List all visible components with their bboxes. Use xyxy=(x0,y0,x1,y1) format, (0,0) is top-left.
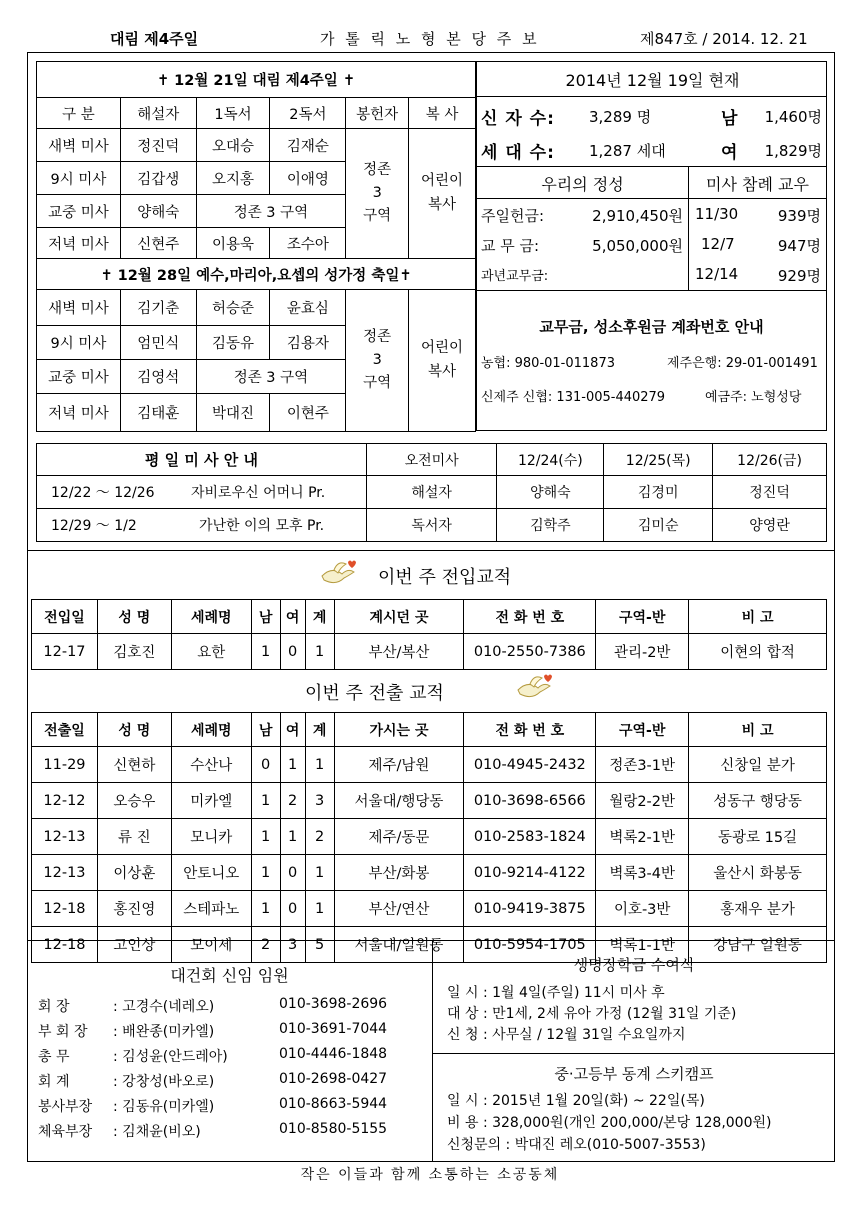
dove-icon xyxy=(514,672,554,702)
table-row: 교중 미사 양해숙 정존 3 구역 xyxy=(37,195,476,228)
dues-label: 교 무 금: xyxy=(481,237,540,255)
officer-name: : 김동유(미카엘) xyxy=(113,1099,215,1115)
account-shinhyup: 신제주 신협: 131-005-440279 xyxy=(481,390,666,405)
bulletin-title: 가 톨 릭 노 형 본 당 주 보 xyxy=(320,30,540,48)
attendance-date: 12/14 xyxy=(695,265,739,283)
ski-camp-line: 일 시 : 2015년 1월 20일(화) ~ 22일(목) xyxy=(447,1093,705,1109)
table-row: 9시 미사 김갑생 오지홍 이애영 xyxy=(37,162,476,195)
male-label: 남 xyxy=(721,109,738,129)
scholarship-line: 신 청 : 사무실 / 12월 31일 수요일까지 xyxy=(447,1027,686,1043)
table-row: 새벽 미사 정진덕 오대승 김재순 정존 3 구역 어린이 복사 xyxy=(37,129,476,162)
dues-value: 5,050,000원 xyxy=(592,237,683,255)
table-row: 12-18 고인상 모이세 2 3 5 서울대/일원동 010-5954-1705 벽록1-1반 강남구 일원동 xyxy=(32,927,827,963)
week1-title: ✝ 12월 21일 대림 제4주일 ✝ xyxy=(37,62,476,98)
officer-role: 부 회 장 xyxy=(38,1024,88,1040)
offering-title: 우리의 정성 xyxy=(541,175,624,194)
scholarship-line: 대 상 : 만1세, 2세 유아 가정 (12월 31일 기준) xyxy=(447,1006,737,1022)
believers-label: 신 자 수: xyxy=(481,109,555,129)
ski-camp-line: 신청문의 : 박대진 레오(010-5007-3553) xyxy=(447,1137,706,1153)
weekday-col: 12/24(수) xyxy=(497,444,604,476)
weekday-col: 12/25(목) xyxy=(604,444,713,476)
account-nh: 농협: 980-01-011873 xyxy=(481,356,615,371)
sunday-offering-value: 2,910,450원 xyxy=(592,207,683,225)
table-row: 12/22 ～ 12/26 자비로우신 어머니 Pr. 해설자 양해숙 김경미 정진덕 xyxy=(37,476,827,509)
notices-panel xyxy=(433,940,835,1162)
bulletin-header xyxy=(0,28,860,50)
offering-cell: 정존 3 구역 xyxy=(346,129,409,259)
stats-title: 2014년 12월 19일 현재 xyxy=(565,71,740,90)
officer-role: 총 무 xyxy=(38,1049,70,1065)
officers-panel xyxy=(27,940,433,1162)
table-row: 12/29 ～ 1/2 가난한 이의 모후 Pr. 독서자 김학주 김미순 양영란 xyxy=(37,509,827,542)
footer-motto: 작은 이들과 함께 소통하는 소공동체 xyxy=(300,1167,560,1183)
move-in-title: 이번 주 전입교적 xyxy=(378,567,512,588)
male-value: 1,460명 xyxy=(764,108,822,126)
households-label: 세 대 수: xyxy=(481,143,555,163)
server-cell: 어린이 복사 xyxy=(409,290,476,432)
table-row: 9시 미사 엄민식 김동유 김용자 xyxy=(37,326,476,360)
parish-stats-panel xyxy=(476,61,827,431)
move-out-table: 전출일 성 명 세례명 남 여 계 가시는 곳 전 화 번 호 구역-반 비 고 11-29 신현하 수산나 0 1 1 제주/남원 010-4945-2432 정존3-1반 신창일 분가 12-12 오승우 미카엘 1 2 3 서울대/행당동 010-3698-6566 월랑2-2반 성동구 행당동 12-13 류 진 모니카 1 1 2 제주/동문 010-2583-1824 벽록2-1반 동광로 15길 12-13 이상훈 안토니오 1 0 1 부산/화봉 010-9214-4122 벽록3-4반 울산시 화봉동 12-18 홍진영 스테파노 1 0 1 부산/연산 010-9419-3875 이호-3반 홍재우 분가 12-18 고인상 모이세 2 3 5 서울대/일원동 010-5954-1705 벽록1-1반 강남구 일원동 xyxy=(31,712,827,963)
dove-icon xyxy=(318,558,358,588)
weekday-col: 오전미사 xyxy=(366,444,497,476)
scholarship-line: 일 시 : 1월 4일(주일) 11시 미사 후 xyxy=(447,985,665,1001)
weekday-col: 12/26(금) xyxy=(713,444,827,476)
liturgical-week: 대림 제4주일 xyxy=(110,30,199,48)
believers-value: 3,289 명 xyxy=(589,108,652,126)
officer-phone: 010-3698-2696 xyxy=(279,996,388,1012)
past-dues-label: 과년교무금: xyxy=(481,269,549,284)
col-offering: 봉헌자 xyxy=(346,98,409,129)
officer-name: : 배완종(미카엘) xyxy=(113,1024,215,1040)
table-row: 저녁 미사 신현주 이용욱 조수아 xyxy=(37,228,476,259)
table-row: 12-13 이상훈 안토니오 1 0 1 부산/화봉 010-9214-4122 벽록3-4반 울산시 화봉동 xyxy=(32,855,827,891)
weekday-mass-table xyxy=(36,443,827,542)
table-row: 12-17 김호진 요한 1 0 1 부산/복산 010-2550-7386 관리-2반 이현의 합적 xyxy=(32,634,827,670)
col-commentator: 해설자 xyxy=(120,98,196,129)
account-jeju-bank: 제주은행: 29-01-001491 xyxy=(667,356,818,371)
ski-camp-title: 중·고등부 동계 스키캠프 xyxy=(554,1065,714,1083)
table-row: 11-29 신현하 수산나 0 1 1 제주/남원 010-4945-2432 정존3-1반 신창일 분가 xyxy=(32,747,827,783)
female-label: 여 xyxy=(721,143,738,163)
move-out-title: 이번 주 전출 교적 xyxy=(305,683,444,704)
section-divider xyxy=(27,550,835,551)
schedule-header-row xyxy=(37,98,476,129)
col-category: 구 분 xyxy=(37,98,121,129)
officer-phone: 010-8580-5155 xyxy=(279,1121,388,1137)
households-value: 1,287 세대 xyxy=(589,142,666,160)
offering-cell: 정존 3 구역 xyxy=(346,290,409,432)
table-row: 12-13 류 진 모니카 1 1 2 제주/동문 010-2583-1824 벽록2-1반 동광로 15길 xyxy=(32,819,827,855)
attendance-date: 11/30 xyxy=(695,205,739,223)
move-in-table: 전입일 성 명 세례명 남 여 계 계시던 곳 전 화 번 호 구역-반 비 고 12-17 김호진 요한 1 0 1 부산/복산 010-2550-7386 관리-2반 이현의 합적 xyxy=(31,599,827,670)
officer-name: : 강창성(바오로) xyxy=(113,1074,215,1090)
sunday-offering-label: 주일헌금: xyxy=(481,207,545,225)
attendance-count: 939명 xyxy=(777,207,821,225)
col-server: 복 사 xyxy=(409,98,476,129)
table-row: 12-12 오승우 미카엘 1 2 3 서울대/행당동 010-3698-6566 월랑2-2반 성동구 행당동 xyxy=(32,783,827,819)
officer-role: 체육부장 xyxy=(38,1124,93,1140)
officer-role: 봉사부장 xyxy=(38,1099,93,1115)
server-cell: 어린이 복사 xyxy=(409,129,476,259)
officer-role: 회 장 xyxy=(38,999,70,1015)
officer-phone: 010-4446-1848 xyxy=(279,1046,388,1062)
attendance-count: 947명 xyxy=(777,237,821,255)
col-reading1: 1독서 xyxy=(196,98,270,129)
account-holder: 예금주: 노형성당 xyxy=(705,390,802,405)
officers-title: 대건회 신임 임원 xyxy=(170,966,289,985)
table-row: 저녁 미사 김태훈 박대진 이현주 xyxy=(37,394,476,432)
female-value: 1,829명 xyxy=(764,142,822,160)
col-reading2: 2독서 xyxy=(270,98,346,129)
officer-phone: 010-8663-5944 xyxy=(279,1096,388,1112)
sunday-mass-schedule xyxy=(36,61,476,432)
table-row: 교중 미사 김영석 정존 3 구역 xyxy=(37,360,476,394)
account-title: 교무금, 성소후원금 계좌번호 안내 xyxy=(539,318,764,336)
attendance-date: 12/7 xyxy=(701,235,735,253)
officer-phone: 010-3691-7044 xyxy=(279,1021,388,1037)
officer-role: 회 계 xyxy=(38,1074,70,1090)
week2-title: ✝ 12월 28일 예수,마리아,요셉의 성가정 축일✝ xyxy=(37,259,476,290)
officer-name: : 김성윤(안드레아) xyxy=(113,1049,228,1065)
issue-number: 제847호 / 2014. 12. 21 xyxy=(640,30,808,48)
attendance-count: 929명 xyxy=(777,267,821,285)
ski-camp-line: 비 용 : 328,000원(개인 200,000/본당 128,000원) xyxy=(447,1115,772,1131)
officer-phone: 010-2698-0427 xyxy=(279,1071,388,1087)
table-row: 새벽 미사 김기춘 허승준 윤효심 정존 3 구역 어린이 복사 xyxy=(37,290,476,326)
weekday-title: 평 일 미 사 안 내 xyxy=(37,444,367,476)
officer-name: : 김채윤(비오) xyxy=(113,1124,201,1140)
officer-name: : 고경수(네레오) xyxy=(113,999,215,1015)
scholarship-title: 생명장학금 수여식 xyxy=(573,956,695,974)
attendance-title: 미사 참례 교우 xyxy=(706,175,809,194)
table-row: 12-18 홍진영 스테파노 1 0 1 부산/연산 010-9419-3875 이호-3반 홍재우 분가 xyxy=(32,891,827,927)
